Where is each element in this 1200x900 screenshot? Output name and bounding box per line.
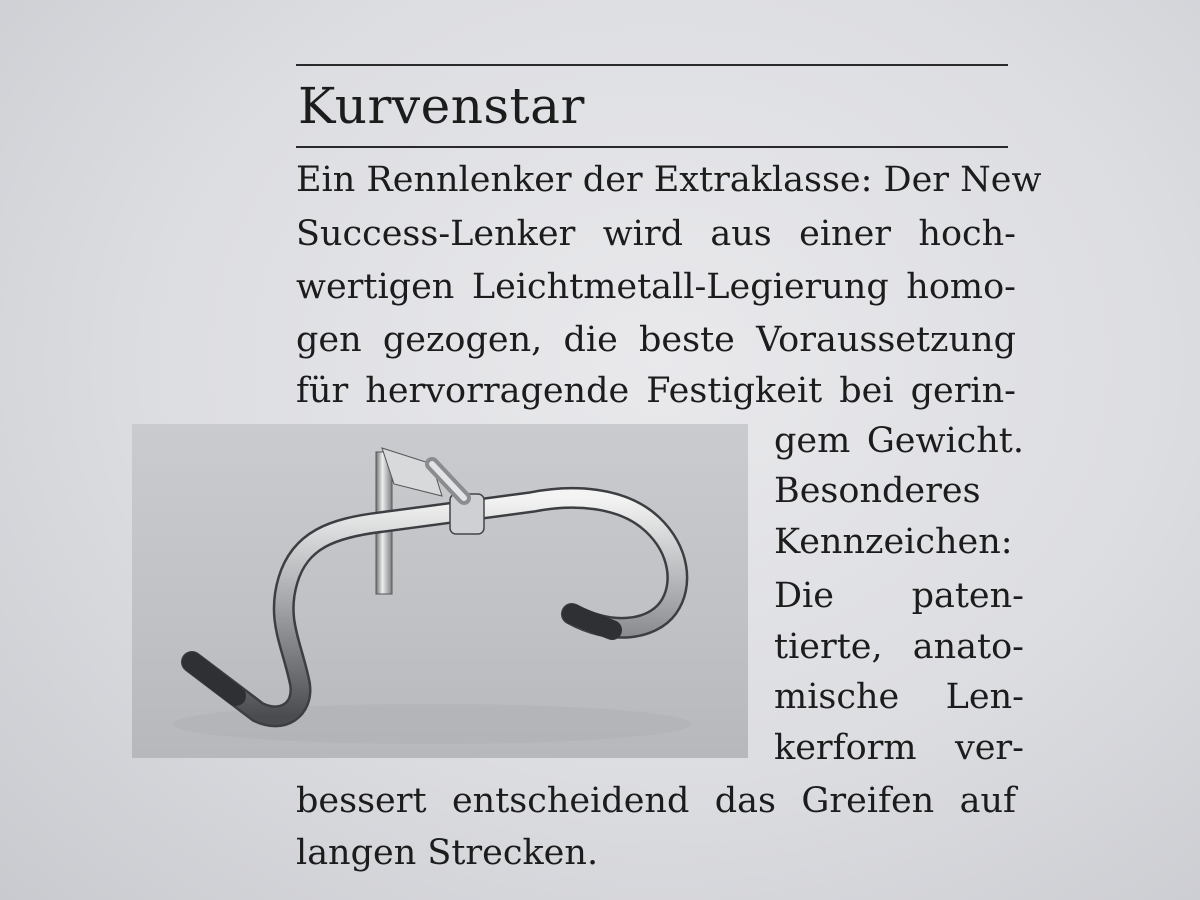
- body-line: wertigen Leichtmetall-Legierung homo-: [296, 267, 1016, 307]
- body-line: mische Len-: [774, 677, 1024, 717]
- body-line: bessert entscheidend das Greifen auf: [296, 781, 1016, 821]
- handlebar-illustration: [132, 424, 748, 758]
- body-line: Ein Rennlenker der Extraklasse: Der New: [296, 160, 1042, 200]
- body-line: Die paten-: [774, 576, 1024, 616]
- title-rule: [296, 146, 1008, 148]
- top-rule: [296, 64, 1008, 66]
- body-line: kerform ver-: [774, 728, 1024, 768]
- body-line: gen gezogen, die beste Voraussetzung: [296, 320, 1016, 360]
- body-line: tierte, anato-: [774, 627, 1024, 667]
- article-title: Kurvenstar: [298, 77, 585, 135]
- body-line: Kennzeichen:: [774, 522, 1013, 562]
- body-line: langen Strecken.: [296, 833, 599, 873]
- body-line: Besonderes: [774, 471, 981, 511]
- body-line: Success-Lenker wird aus einer hoch-: [296, 214, 1016, 254]
- body-line: für hervorragende Festigkeit bei gerin-: [296, 371, 1016, 411]
- body-line: gem Gewicht.: [774, 421, 1024, 461]
- handlebar-photo: [132, 424, 748, 758]
